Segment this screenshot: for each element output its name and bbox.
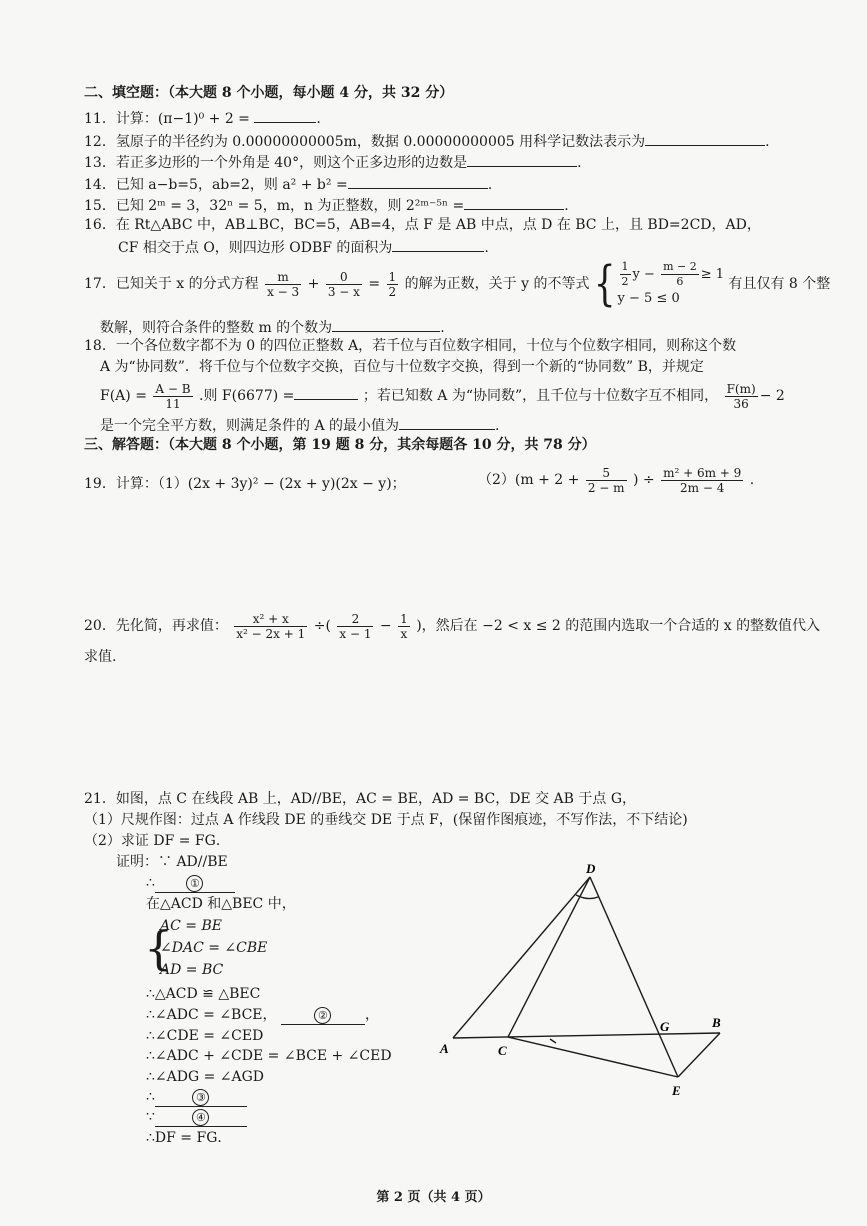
q13-text: 13．若正多边形的一个外角是 40°，则这个正多边形的边数是	[84, 155, 468, 171]
segment-de	[590, 877, 678, 1077]
question-11: 11．计算：(π−1)⁰ + 2 = .	[84, 108, 321, 128]
proof-in-triangles: 在△ACD 和△BEC 中，	[146, 896, 296, 912]
point-label-c: C	[498, 1043, 507, 1058]
q17-suffix: 有且仅有 8 个整	[728, 276, 831, 292]
proof-start: 证明：∵ AD//BE	[116, 854, 228, 870]
proof-step-4: ∵ ④	[146, 1108, 247, 1127]
proof-step-s3: ∴∠ADC + ∠CDE = ∠BCE + ∠CED	[146, 1048, 392, 1064]
q14-text: 14．已知 a−b=5，ab=2，则 a² + b² =	[84, 177, 348, 193]
question-21-line2: （1）尺规作图：过点 A 作线段 DE 的垂线交 DE 于点 F，(保留作图痕迹，不写作法，不下结论)	[84, 812, 688, 828]
question-21-line1: 21．如图，点 C 在线段 AB 上，AD//BE，AC = BE，AD = BC，DE 交 AB 于点 G，	[84, 791, 637, 807]
proof-step-s2: ∴∠CDE = ∠CED	[146, 1028, 264, 1044]
proof-congruence: ∴△ACD ≌ △BEC	[146, 986, 261, 1002]
question-14: 14．已知 a−b=5，ab=2，则 a² + b² = .	[84, 174, 492, 194]
point-label-a: A	[440, 1041, 449, 1056]
question-19-part2: （2）(m + 2 + $\frac{5}{2 - m}$ ) ÷ $\frac{\text{m² + 6m + 9}}{2m - 4}$ .	[478, 465, 755, 495]
segment-be	[678, 1033, 720, 1077]
question-17-line2: 数解，则符合条件的整数 m 的个数为 .	[100, 317, 445, 337]
section3-title: 三、解答题：（本大题 8 个小题，第 19 题 8 分，其余每题各 10 分，共 78 分）	[84, 437, 596, 453]
proof-step-s4: ∴∠ADG = ∠AGD	[146, 1069, 265, 1085]
q12-answer-blank[interactable]	[645, 131, 765, 146]
brace-icon: {	[593, 256, 616, 312]
segment-ce	[508, 1037, 678, 1077]
q15-answer-blank[interactable]	[464, 195, 564, 210]
q11-answer-blank[interactable]	[254, 108, 316, 123]
q14-answer-blank[interactable]	[348, 174, 488, 189]
question-18-line3: F(A) = $\frac{A - B}{11}$ .则 F(6677) = ；若已知数 A 为“协同数”，且千位与十位数字互不相同， $\frac{F(m)}{36}$ − 2	[100, 381, 785, 411]
q19-frac2: $\frac{\text{m² + 6m + 9}}{2m - 4}$	[663, 465, 742, 495]
question-20-line1: 20．先化简，再求值： $\frac{\text{x² + x}}{\text{x² − 2x + 1}}$ ÷( $\frac{2}{x - 1}$ − $\frac{1}{x}$ )，然后在 −2 < x ≤ 2 的范围内选取一个合适的 x 的整数值代入	[84, 611, 821, 641]
question-20-line2: 求值.	[84, 649, 117, 665]
question-16-line2: CF 相交于点 O，则四边形 ODBF 的面积为 .	[118, 237, 489, 257]
segment-ad	[453, 877, 590, 1038]
q17-frac1: $\frac{m}{x - 3}$	[267, 269, 300, 299]
question-17-line1: 17．已知关于 x 的分式方程 $\frac{m}{x - 3}$ + $\frac{0}{3 - x}$ = $\frac{1}{2}$ 的解为正数，关于 y 的不等式 { $\frac{1}{2}$ y − $\frac{m - 2}{6}$ ≥ 1 y − 5 ≤ 0 有且仅有 8 个整	[84, 256, 831, 312]
proof-sys-3: AD = BC	[160, 962, 224, 978]
proof-blank-3[interactable]: ③	[155, 1088, 247, 1107]
q17-frac2: $\frac{0}{3 - x}$	[327, 269, 360, 299]
q18-frac-fm: $\frac{F(m)}{36}$	[726, 381, 756, 411]
q20-frac3: $\frac{1}{x}$	[400, 611, 408, 641]
q18-frac-f: $\frac{A - B}{11}$	[155, 381, 191, 411]
q17-inequality-system: $\frac{1}{2}$ y − $\frac{m - 2}{6}$ ≥ 1 y − 5 ≤ 0	[617, 259, 724, 306]
proof-blank-2[interactable]: ②	[281, 1006, 365, 1025]
point-label-d: D	[586, 861, 596, 876]
q17-prefix: 17．已知关于 x 的分式方程	[84, 276, 259, 292]
proof-sys-2: ∠DAC = ∠CBE	[160, 940, 268, 956]
q16-line2-text: CF 相交于点 O，则四边形 ODBF 的面积为	[118, 240, 393, 256]
question-16-line1: 16．在 Rt△ABC 中，AB⊥BC，BC=5，AB=4，点 F 是 AB 中点，点 D 在 BC 上，且 BD=2CD，AD，	[84, 217, 761, 233]
question-18-line1: 18．一个各位数字都不为 0 的四位正整数 A，若千位与百位数字相同，十位与个位数字相同，则称这个数	[84, 338, 737, 354]
segment-cd	[508, 877, 590, 1037]
q18-answer-blank-2[interactable]	[399, 415, 495, 430]
q19-part1: 19．计算：（1）(2x + 3y)² − (2x + y)(2x − y)；	[84, 476, 406, 492]
q20-frac2: $\frac{2}{x - 1}$	[339, 611, 372, 641]
proof-blank-1[interactable]: ①	[155, 874, 235, 893]
q12-text: 12．氢原子的半径约为 0.00000000005m，数据 0.00000000005 用科学记数法表示为	[84, 134, 646, 150]
proof-step-3: ∴ ③	[146, 1088, 247, 1107]
q15-text: 15．已知 2ᵐ = 3，32ⁿ = 5，m，n 为正整数，则 2²ᵐ⁻⁵ⁿ =	[84, 198, 465, 214]
q17-mid: 的解为正数，关于 y 的不等式	[404, 276, 590, 292]
q13-answer-blank[interactable]	[467, 152, 577, 167]
page-footer: 第 2 页（共 4 页）	[376, 1190, 491, 1205]
question-18-line2: A 为“协同数”．将千位与个位数字交换，百位与十位数字交换，得到一个新的“协同数” B，并规定	[100, 359, 704, 375]
proof-blank-4[interactable]: ④	[155, 1108, 247, 1127]
q19-frac1: $\frac{5}{2 - m}$	[587, 465, 625, 495]
q20-frac1: $\frac{\text{x² + x}}{\text{x² − 2x + 1}}$	[236, 611, 306, 641]
section2-title: 二、填空题：（本大题 8 个小题，每小题 4 分，共 32 分）	[84, 85, 454, 101]
question-12: 12．氢原子的半径约为 0.00000000005m，数据 0.00000000005 用科学记数法表示为 .	[84, 131, 770, 151]
q11-text: 11．计算：(π−1)⁰ + 2 =	[84, 111, 255, 127]
proof-final: ∴DF = FG．	[146, 1130, 232, 1146]
question-19	[84, 464, 406, 504]
proof-brace-icon: {	[144, 921, 174, 975]
question-15: 15．已知 2ᵐ = 3，32ⁿ = 5，m，n 为正整数，则 2²ᵐ⁻⁵ⁿ = .	[84, 195, 569, 215]
segment-ab	[453, 1033, 720, 1038]
point-label-e: E	[672, 1083, 681, 1098]
proof-step-1: ∴ ①	[146, 874, 235, 893]
question-18-line4: 是一个完全平方数，则满足条件的 A 的最小值为 .	[100, 415, 499, 435]
question-21-line3: （2）求证 DF = FG．	[84, 833, 230, 849]
geometry-figure	[430, 855, 750, 1105]
q17-line2-text: 数解，则符合条件的整数 m 的个数为	[100, 320, 333, 336]
proof-step-s1: ∴∠ADC = ∠BCE， ② ，	[146, 1007, 379, 1023]
q17-frac3: $\frac{1}{2}$	[388, 269, 397, 299]
q18-answer-blank-1[interactable]	[294, 385, 358, 400]
q17-answer-blank[interactable]	[332, 317, 440, 332]
point-label-b: B	[712, 1015, 721, 1030]
q16-answer-blank[interactable]	[392, 237, 484, 252]
angle-mark-c	[550, 1039, 556, 1043]
point-label-g: G	[660, 1019, 670, 1034]
question-13: 13．若正多边形的一个外角是 40°，则这个正多边形的边数是 .	[84, 152, 582, 172]
proof-sys-1: AC = BE	[160, 918, 222, 934]
